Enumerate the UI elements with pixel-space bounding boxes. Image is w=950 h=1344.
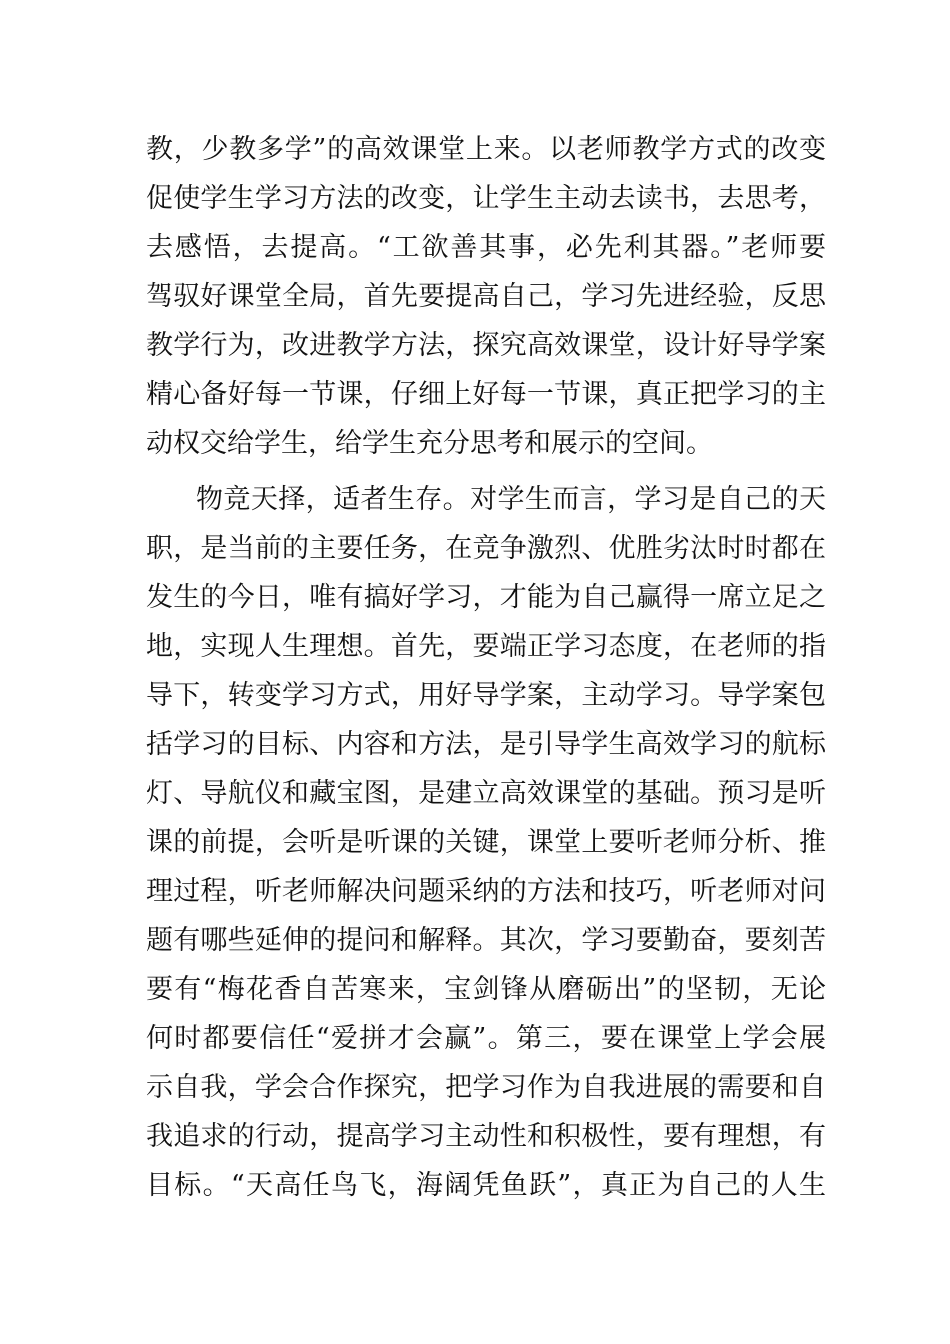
text-line: 物竞天择，适者生存。对学生而言，学习是自己的天 [196, 484, 826, 515]
text-line: 括学习的目标、内容和方法，是引导学生高效学习的航标 [146, 729, 826, 760]
text-line: 导下，转变学习方式，用好导学案，主动学习。导学案包 [146, 680, 826, 711]
text-line: 示自我，学会合作探究，把学习作为自我进展的需要和自 [146, 1072, 826, 1103]
text-line: 理过程，听老师解决问题采纳的方法和技巧，听老师对问 [146, 876, 826, 907]
text-line: 地，实现人生理想。首先，要端正学习态度，在老师的指 [146, 631, 826, 662]
text-line: 动权交给学生，给学生充分思考和展示的空间。 [146, 428, 713, 459]
text-line: 教，少教多学”的高效课堂上来。以老师教学方式的改变 [146, 134, 826, 165]
text-line: 我追求的行动，提高学习主动性和积极性，要有理想，有 [146, 1121, 826, 1152]
text-line: 题有哪些延伸的提问和解释。其次，学习要勤奋，要刻苦 [146, 925, 826, 956]
text-line: 发生的今日，唯有搞好学习，才能为自己赢得一席立足之 [146, 582, 826, 613]
text-line: 何时都要信任“爱拼才会赢”。第三，要在课堂上学会展 [146, 1023, 826, 1054]
text-line: 要有“梅花香自苦寒来，宝剑锋从磨砺出”的坚韧，无论 [146, 974, 826, 1005]
text-line: 精心备好每一节课，仔细上好每一节课，真正把学习的主 [146, 379, 826, 410]
text-line: 灯、导航仪和藏宝图，是建立高效课堂的基础。预习是听 [146, 778, 826, 809]
text-line: 课的前提，会听是听课的关键，课堂上要听老师分析、推 [146, 827, 826, 858]
text-line: 教学行为，改进教学方法，探究高效课堂，设计好导学案 [146, 330, 826, 361]
text-line: 目标。“天高任鸟飞，海阔凭鱼跃”，真正为自己的人生 [146, 1170, 826, 1201]
text-line: 去感悟，去提高。“工欲善其事，必先利其器。”老师要 [146, 232, 826, 263]
text-line: 促使学生学习方法的改变，让学生主动去读书，去思考， [146, 183, 826, 214]
text-line: 驾驭好课堂全局，首先要提高自己，学习先进经验，反思 [146, 281, 826, 312]
text-line: 职，是当前的主要任务，在竞争激烈、优胜劣汰时时都在 [146, 533, 826, 564]
